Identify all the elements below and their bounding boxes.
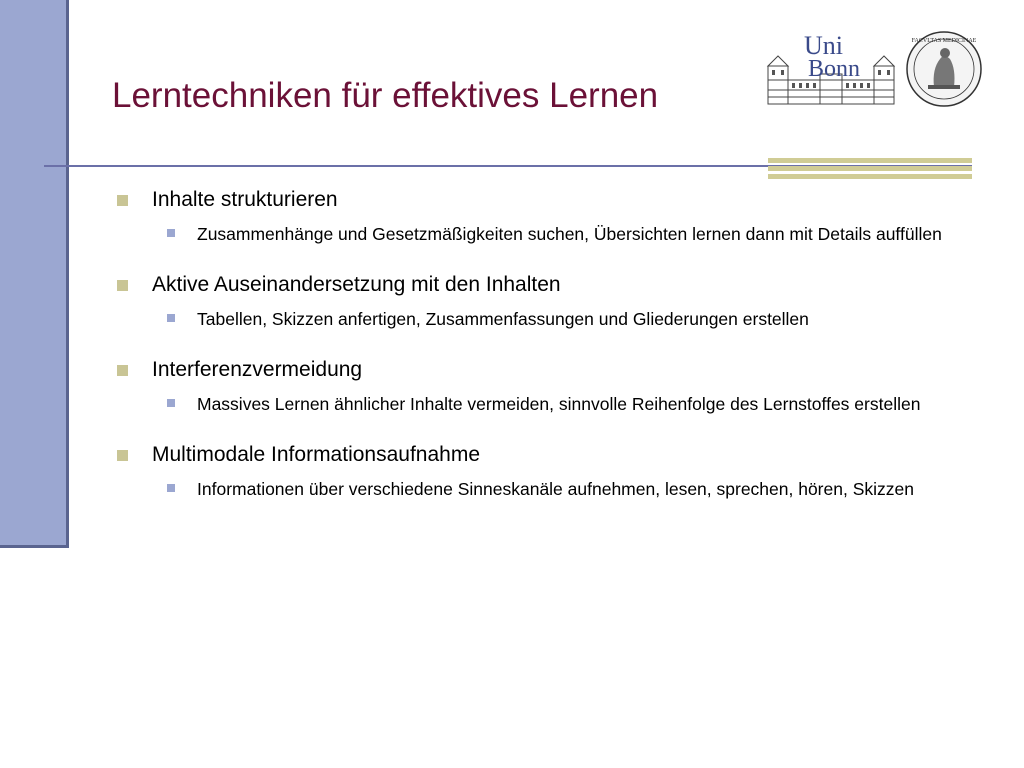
square-bullet-icon	[117, 195, 128, 206]
bullet-item	[112, 441, 972, 469]
square-bullet-icon	[167, 484, 175, 492]
bullet-text: Inhalte strukturieren	[152, 188, 338, 211]
square-bullet-icon	[167, 229, 175, 237]
seal-text: FACVLTAS MEDICINAE	[911, 38, 977, 44]
sidebar-edge-line	[66, 0, 69, 548]
bullet-group	[112, 186, 972, 248]
left-sidebar-band	[0, 0, 66, 546]
sub-bullet-text: Zusammenhänge und Gesetzmäßigkeiten suchen, Übersichten lernen dann mit Details auffüllen	[197, 224, 942, 244]
sub-bullet-text: Tabellen, Skizzen anfertigen, Zusammenfassungen und Gliederungen erstellen	[197, 309, 809, 329]
accent-stripe	[768, 174, 972, 179]
sidebar-bottom-line	[0, 545, 69, 548]
sub-bullet-text: Informationen über verschiedene Sinneskanäle aufnehmen, lesen, sprechen, hören, Skizzen	[197, 479, 914, 499]
square-bullet-icon	[167, 314, 175, 322]
bullet-list	[112, 186, 972, 526]
uni-bonn-logo	[766, 30, 896, 108]
faculty-seal-logo	[904, 29, 984, 109]
svg-text:Bonn: Bonn	[808, 56, 861, 82]
bullet-text: Interferenzvermeidung	[152, 358, 363, 381]
accent-stripe	[768, 166, 972, 171]
bullet-group	[112, 441, 972, 503]
bullet-item	[112, 271, 972, 299]
square-bullet-icon	[167, 399, 175, 407]
svg-text:Uni: Uni	[804, 31, 843, 60]
square-bullet-icon	[117, 365, 128, 376]
sub-bullet-item	[197, 221, 972, 248]
bullet-group	[112, 271, 972, 333]
bullet-group	[112, 356, 972, 418]
square-bullet-icon	[117, 280, 128, 291]
bullet-item	[112, 356, 972, 384]
sub-bullet-item	[197, 391, 972, 418]
bullet-text: Aktive Auseinandersetzung mit den Inhalten	[152, 273, 561, 296]
square-bullet-icon	[117, 450, 128, 461]
bullet-text: Multimodale Informationsaufnahme	[152, 443, 481, 466]
slide-title: Lerntechniken für effektives Lernen	[112, 76, 659, 115]
sub-bullet-item	[197, 476, 972, 503]
sub-bullet-text: Massives Lernen ähnlicher Inhalte vermeiden, sinnvolle Reihenfolge des Lernstoffes erstellen	[197, 394, 921, 414]
sub-bullet-item	[197, 306, 972, 333]
accent-stripe	[768, 158, 972, 163]
bullet-item	[112, 186, 972, 214]
